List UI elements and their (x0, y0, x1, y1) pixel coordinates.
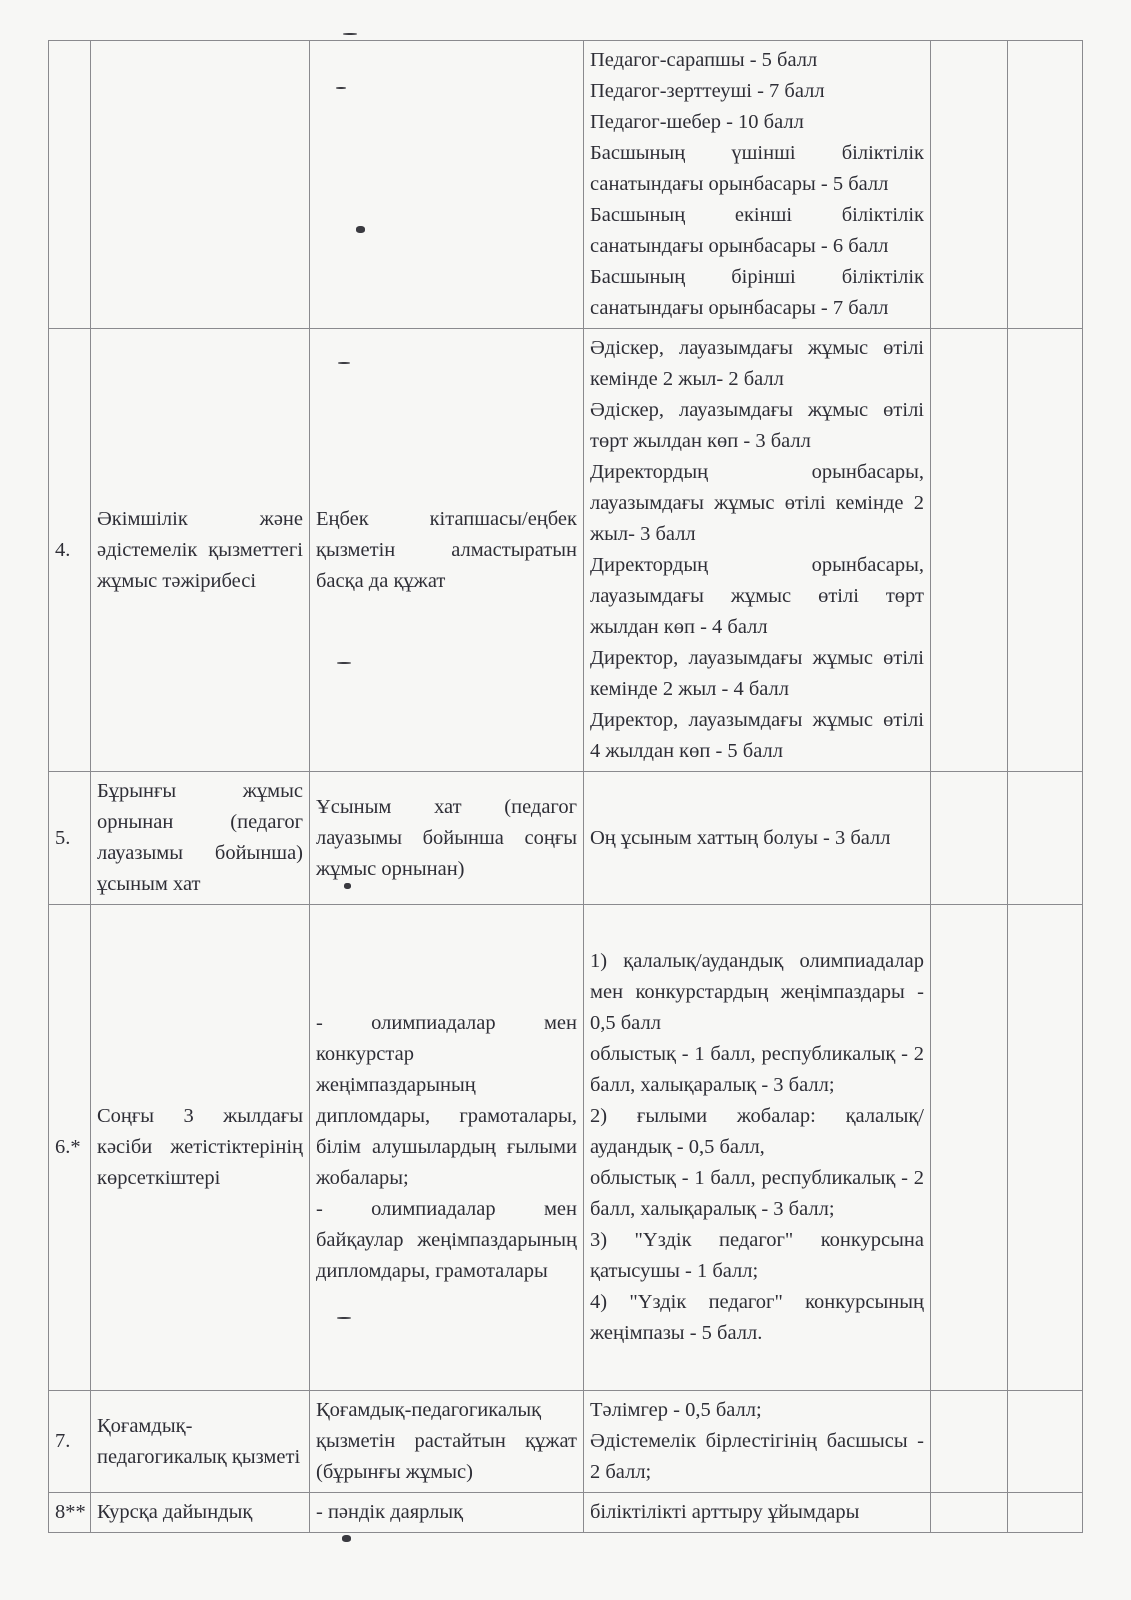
document-text: Ұсыным хат (педагог лауазымы бойынша соңғы жұмыс орнынан) (316, 795, 577, 880)
scan-speck (336, 87, 346, 89)
score-line: Педагог-сарапшы - 5 балл (590, 49, 818, 71)
document-cell (310, 329, 584, 772)
criterion-cell (91, 329, 310, 772)
score-line: облыстық - 1 балл, республикалық - 2 балл, халықаралық - 3 балл; (590, 1167, 924, 1220)
criterion-text: Бұрынғы жұмыс орнынан (педагог лауазымы бойынша) ұсыным хат (97, 780, 303, 895)
row-number: 8** (49, 1493, 91, 1533)
document-cell (310, 1493, 584, 1533)
score-line: Тәлімгер - 0,5 балл; (590, 1399, 762, 1421)
empty-cell (931, 41, 1008, 329)
score-line: 3) "Үздік педагог" конкурсына қатысушы - 1 балл; (590, 1229, 924, 1282)
scan-speck (344, 883, 351, 889)
score-line: Басшының екінші біліктілік санатындағы орынбасары - 6 балл (590, 204, 924, 257)
table-row (49, 41, 1083, 329)
criterion-cell (91, 772, 310, 905)
score-line: 2) ғылыми жобалар: қалалық/аудандық - 0,5 балл, (590, 1105, 924, 1158)
score-line: Әдіскер, лауазымдағы жұмыс өтілі төрт жылдан көп - 3 балл (590, 399, 924, 452)
row-number: 7. (49, 1391, 91, 1493)
score-line: Әдістемелік бірлестігінің басшысы - 2 балл; (590, 1430, 924, 1483)
score-line: 1) қалалық/аудандық олимпиадалар мен конкурстардың жеңімпаздары - 0,5 балл (590, 950, 924, 1034)
empty-cell (1008, 772, 1083, 905)
criterion-cell (91, 41, 310, 329)
score-line: Педагог-шебер - 10 балл (590, 111, 804, 133)
row-number: 6.* (49, 905, 91, 1391)
criterion-text: Әкімшілік және әдістемелік қызметтегі жұмыс тәжірибесі (97, 507, 303, 592)
score-cell (584, 772, 931, 905)
score-line: Директордың орынбасары, лауазымдағы жұмыс өтілі кемінде 2 жыл- 3 балл (590, 461, 924, 545)
document-text: Қоғамдық-педагогикалық қызметін растайтын құжат (бұрынғы жұмыс) (316, 1399, 577, 1483)
empty-cell (1008, 1391, 1083, 1493)
table-row (49, 1493, 1083, 1533)
scan-speck (337, 662, 351, 664)
score-line: 4) "Үздік педагог" конкурсының жеңімпазы - 5 балл. (590, 1291, 924, 1344)
score-line: облыстық - 1 балл, республикалық - 2 балл, халықаралық - 3 балл; (590, 1043, 924, 1096)
empty-cell (1008, 1493, 1083, 1533)
document-line: - олимпиадалар мен конкурстар жеңімпаздарының дипломдары, грамоталары, білім алушылардың ғылыми жобалары; (316, 1012, 577, 1189)
table-row (49, 772, 1083, 905)
empty-cell (1008, 41, 1083, 329)
table-row (49, 329, 1083, 772)
empty-cell (931, 329, 1008, 772)
score-cell (584, 905, 931, 1391)
document-line: - олимпиадалар мен байқаулар жеңімпаздарының дипломдары, грамоталары (316, 1198, 577, 1282)
document-cell (310, 41, 584, 329)
score-line: Директор, лауазымдағы жұмыс өтілі 4 жылдан көп - 5 балл (590, 709, 924, 762)
score-line: Директор, лауазымдағы жұмыс өтілі кемінде 2 жыл - 4 балл (590, 647, 924, 700)
empty-cell (931, 1391, 1008, 1493)
criterion-text: Курсқа дайындық (97, 1501, 253, 1523)
row-number: 5. (49, 772, 91, 905)
criterion-text: Соңғы 3 жылдағы кәсіби жетістіктерінің көрсеткіштері (97, 1105, 303, 1189)
empty-cell (931, 772, 1008, 905)
scan-speck (337, 1317, 351, 1319)
document-text: Еңбек кітапшасы/еңбек қызметін алмастыратын басқа да құжат (316, 507, 577, 592)
score-cell (584, 1493, 931, 1533)
criterion-cell (91, 1391, 310, 1493)
scan-speck (343, 33, 357, 35)
scan-speck (356, 226, 365, 233)
scan-speck (342, 1535, 351, 1542)
row-number (49, 41, 91, 329)
empty-cell (931, 1493, 1008, 1533)
score-line: Педагог-зерттеуші - 7 балл (590, 80, 825, 102)
criterion-cell (91, 905, 310, 1391)
score-line: Басшының бірінші біліктілік санатындағы орынбасары - 7 балл (590, 266, 924, 319)
score-cell (584, 41, 931, 329)
score-line: біліктілікті арттыру ұйымдары (590, 1501, 860, 1523)
document-text: - пәндік даярлық (316, 1501, 464, 1523)
score-cell (584, 1391, 931, 1493)
table-row (49, 1391, 1083, 1493)
row-number: 4. (49, 329, 91, 772)
empty-cell (1008, 905, 1083, 1391)
document-cell (310, 1391, 584, 1493)
score-line: Басшының үшінші біліктілік санатындағы орынбасары - 5 балл (590, 142, 924, 195)
score-line: Директордың орынбасары, лауазымдағы жұмыс өтілі төрт жылдан көп - 4 балл (590, 554, 924, 638)
scan-speck (338, 362, 350, 364)
score-line: Әдіскер, лауазымдағы жұмыс өтілі кемінде 2 жыл- 2 балл (590, 337, 924, 390)
empty-cell (931, 905, 1008, 1391)
table-row (49, 905, 1083, 1391)
criteria-table (48, 40, 1083, 1533)
criterion-text: Қоғамдық-педагогикалық қызметі (97, 1414, 301, 1468)
score-cell (584, 329, 931, 772)
score-line: Оң ұсыным хаттың болуы - 3 балл (590, 826, 891, 849)
empty-cell (1008, 329, 1083, 772)
criterion-cell (91, 1493, 310, 1533)
